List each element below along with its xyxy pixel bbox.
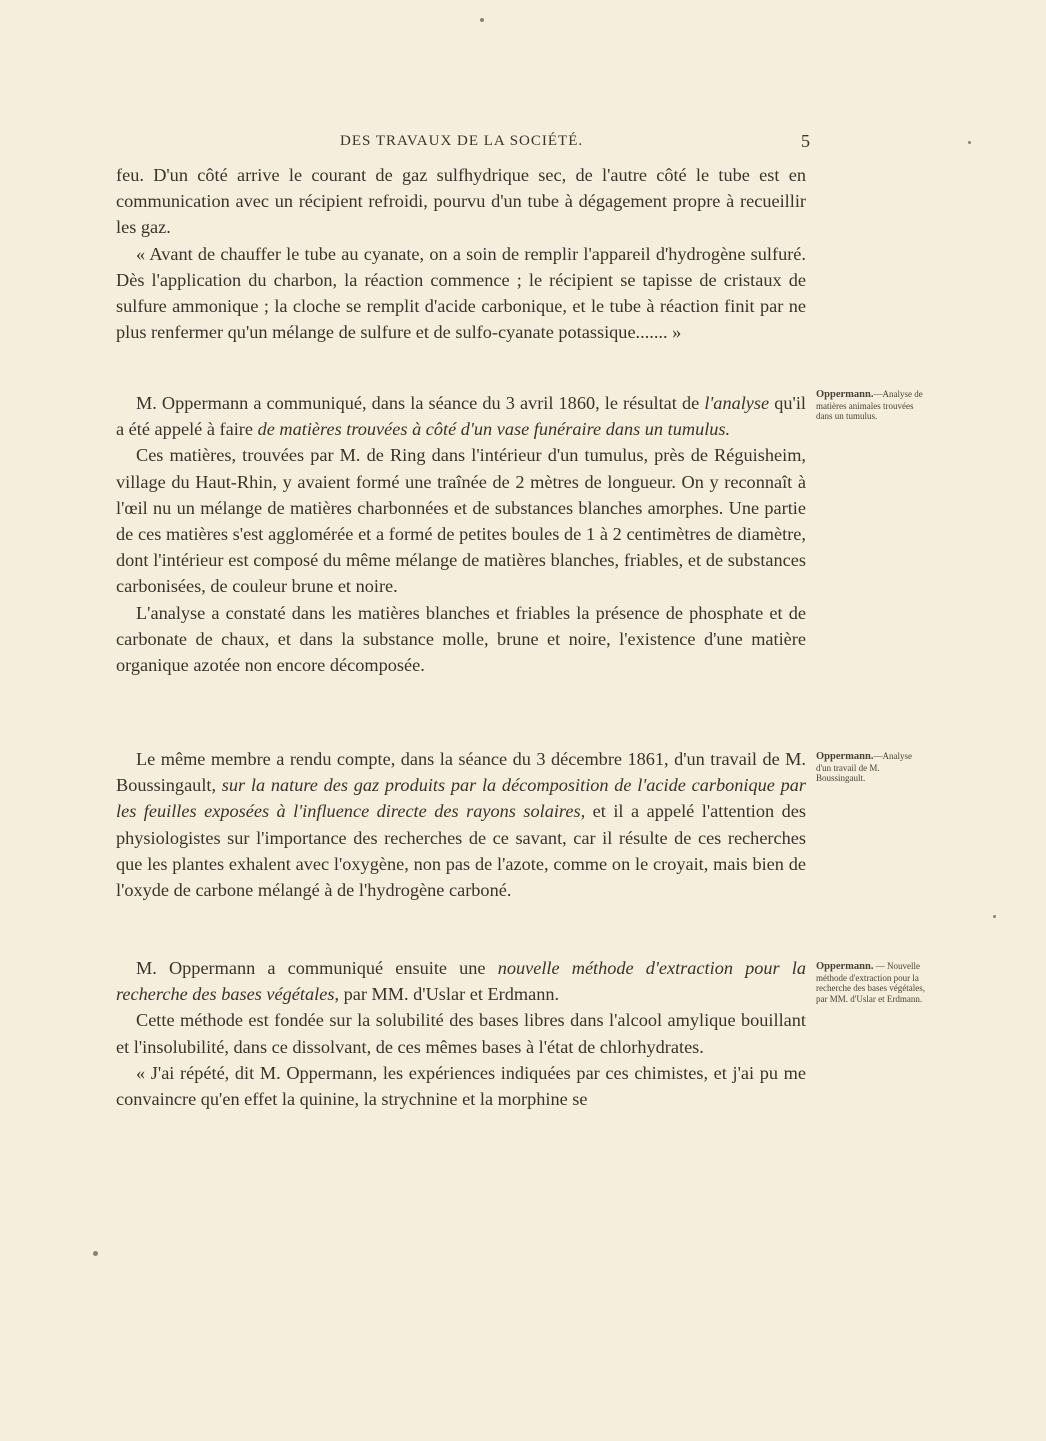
text-block-2 [116, 390, 806, 678]
paragraph-3-b: l'analyse [704, 393, 770, 413]
page-header [340, 133, 810, 150]
paragraph-9: « J'ai répété, dit M. Oppermann, les expériences indiquées par ces chimistes, et j'ai pu me convaincre qu'en effet la quinine, la strychnine et la morphine se [116, 1062, 806, 1110]
margin-note-2-name: Oppermann. [816, 751, 874, 762]
paragraph-6 [116, 746, 806, 903]
paragraph-7 [116, 955, 806, 1007]
page-number: 5 [801, 131, 810, 151]
paragraph-3 [116, 390, 806, 442]
paragraph-8: Cette méthode est fondée sur la solubilité des bases libres dans l'alcool amylique bouillant et l'insolubilité, dans ce dissolvant, de ces mêmes bases à l'état de chlorhydrates. [116, 1010, 806, 1057]
paragraph-6-c: et il a appelé l'attention des physiologistes sur l'importance des recherches de ce savant, car il résulte de ces recherches que les plantes exhalent avec l'oxygène, non pas de l'azote, comme on le croyait, mais bien de l'oxyde de carbone mélangé à de l'hydrogène carboné. [116, 801, 806, 901]
paragraph-7-b: nouvelle méthode d'extraction pour la recherche des bases végétales [116, 958, 807, 1005]
paragraph-3-a: M. Oppermann a communiqué, dans la séance du 3 avril 1860, le résultat de [136, 393, 705, 413]
margin-note-1 [816, 389, 928, 422]
margin-note-3-name: Oppermann. [816, 961, 874, 972]
paragraph-7-c: , par MM. d'Uslar et Erdmann. [334, 984, 560, 1005]
paragraph-3-d: de matières trouvées à côté d'un vase funéraire dans un tumulus. [257, 419, 731, 440]
paper-speck [993, 915, 996, 918]
paper-speck [968, 141, 971, 144]
paragraph-5: L'analyse a constaté dans les matières blanches et friables la présence de phosphate et de carbonate de chaux, et dans la substance molle, brune et noire, l'existence d'une matière organique azotée non encore décomposée. [116, 602, 806, 676]
paragraph-3-c: qu'il a été appelé à faire [116, 393, 806, 440]
paragraph-6-a: Le même membre a rendu compte, dans la séance du 3 décembre 1861, d'un travail de M. Boussingault, [116, 749, 806, 796]
paper-speck [480, 18, 484, 22]
paragraph-4: Ces matières, trouvées par M. de Ring dans l'intérieur d'un tumulus, près de Réguisheim, village du Haut-Rhin, y avaient formé une traînée de 2 mètres de longueur. On y reconnaît à l'œil nu un mélange de matières charbonnées et de substances blanches amorphes. Une partie de ces matières s'est agglomérée et a formé de petites boules de 1 à 2 centimètres de diamètre, dont l'intérieur est composé du même mélange de matières blanches, friables, et de substances carbonisées, de couleur brune et noire. [116, 445, 806, 597]
text-block-1 [116, 162, 806, 345]
margin-note-2 [816, 751, 928, 784]
margin-note-3 [816, 961, 928, 1004]
paragraph-2: « Avant de chauffer le tube au cyanate, on a soin de remplir l'appareil d'hydrogène sulfuré. Dès l'application du charbon, la réaction commence ; le récipient se tapisse de cristaux de sulfure ammonique ; la cloche se remplit d'acide carbonique, et le tube à réaction finit par ne plus renfermer qu'un mélange de sulfure et de sulfo-cyanate potassique....... » [116, 243, 806, 343]
margin-note-3-text: — Nouvelle méthode d'extraction pour la recherche des bases végétales, par MM. d'Uslar et Erdmann. [816, 961, 925, 1004]
margin-note-1-text: —Analyse de matières animales trouvées dans un tumulus. [816, 389, 923, 421]
paragraph-6-b: sur la nature des gaz produits par la décomposition de l'acide carbonique par les feuilles exposées à l'influence directe des rayons solaires, [116, 775, 806, 822]
margin-note-1-name: Oppermann. [816, 389, 874, 400]
paragraph-1: feu. D'un côté arrive le courant de gaz sulfhydrique sec, de l'autre côté le tube est en communication avec un récipient refroidi, pourvu d'un tube à dégagement propre à recueillir les gaz. [116, 165, 806, 238]
text-block-4 [116, 955, 806, 1112]
text-block-3 [116, 746, 806, 903]
margin-note-2-text: —Analyse d'un travail de M. Boussingault. [816, 751, 912, 783]
paragraph-7-a: M. Oppermann a communiqué ensuite une [136, 958, 498, 978]
paper-speck [93, 1251, 98, 1256]
running-title: DES TRAVAUX DE LA SOCIÉTÉ. [340, 133, 584, 149]
